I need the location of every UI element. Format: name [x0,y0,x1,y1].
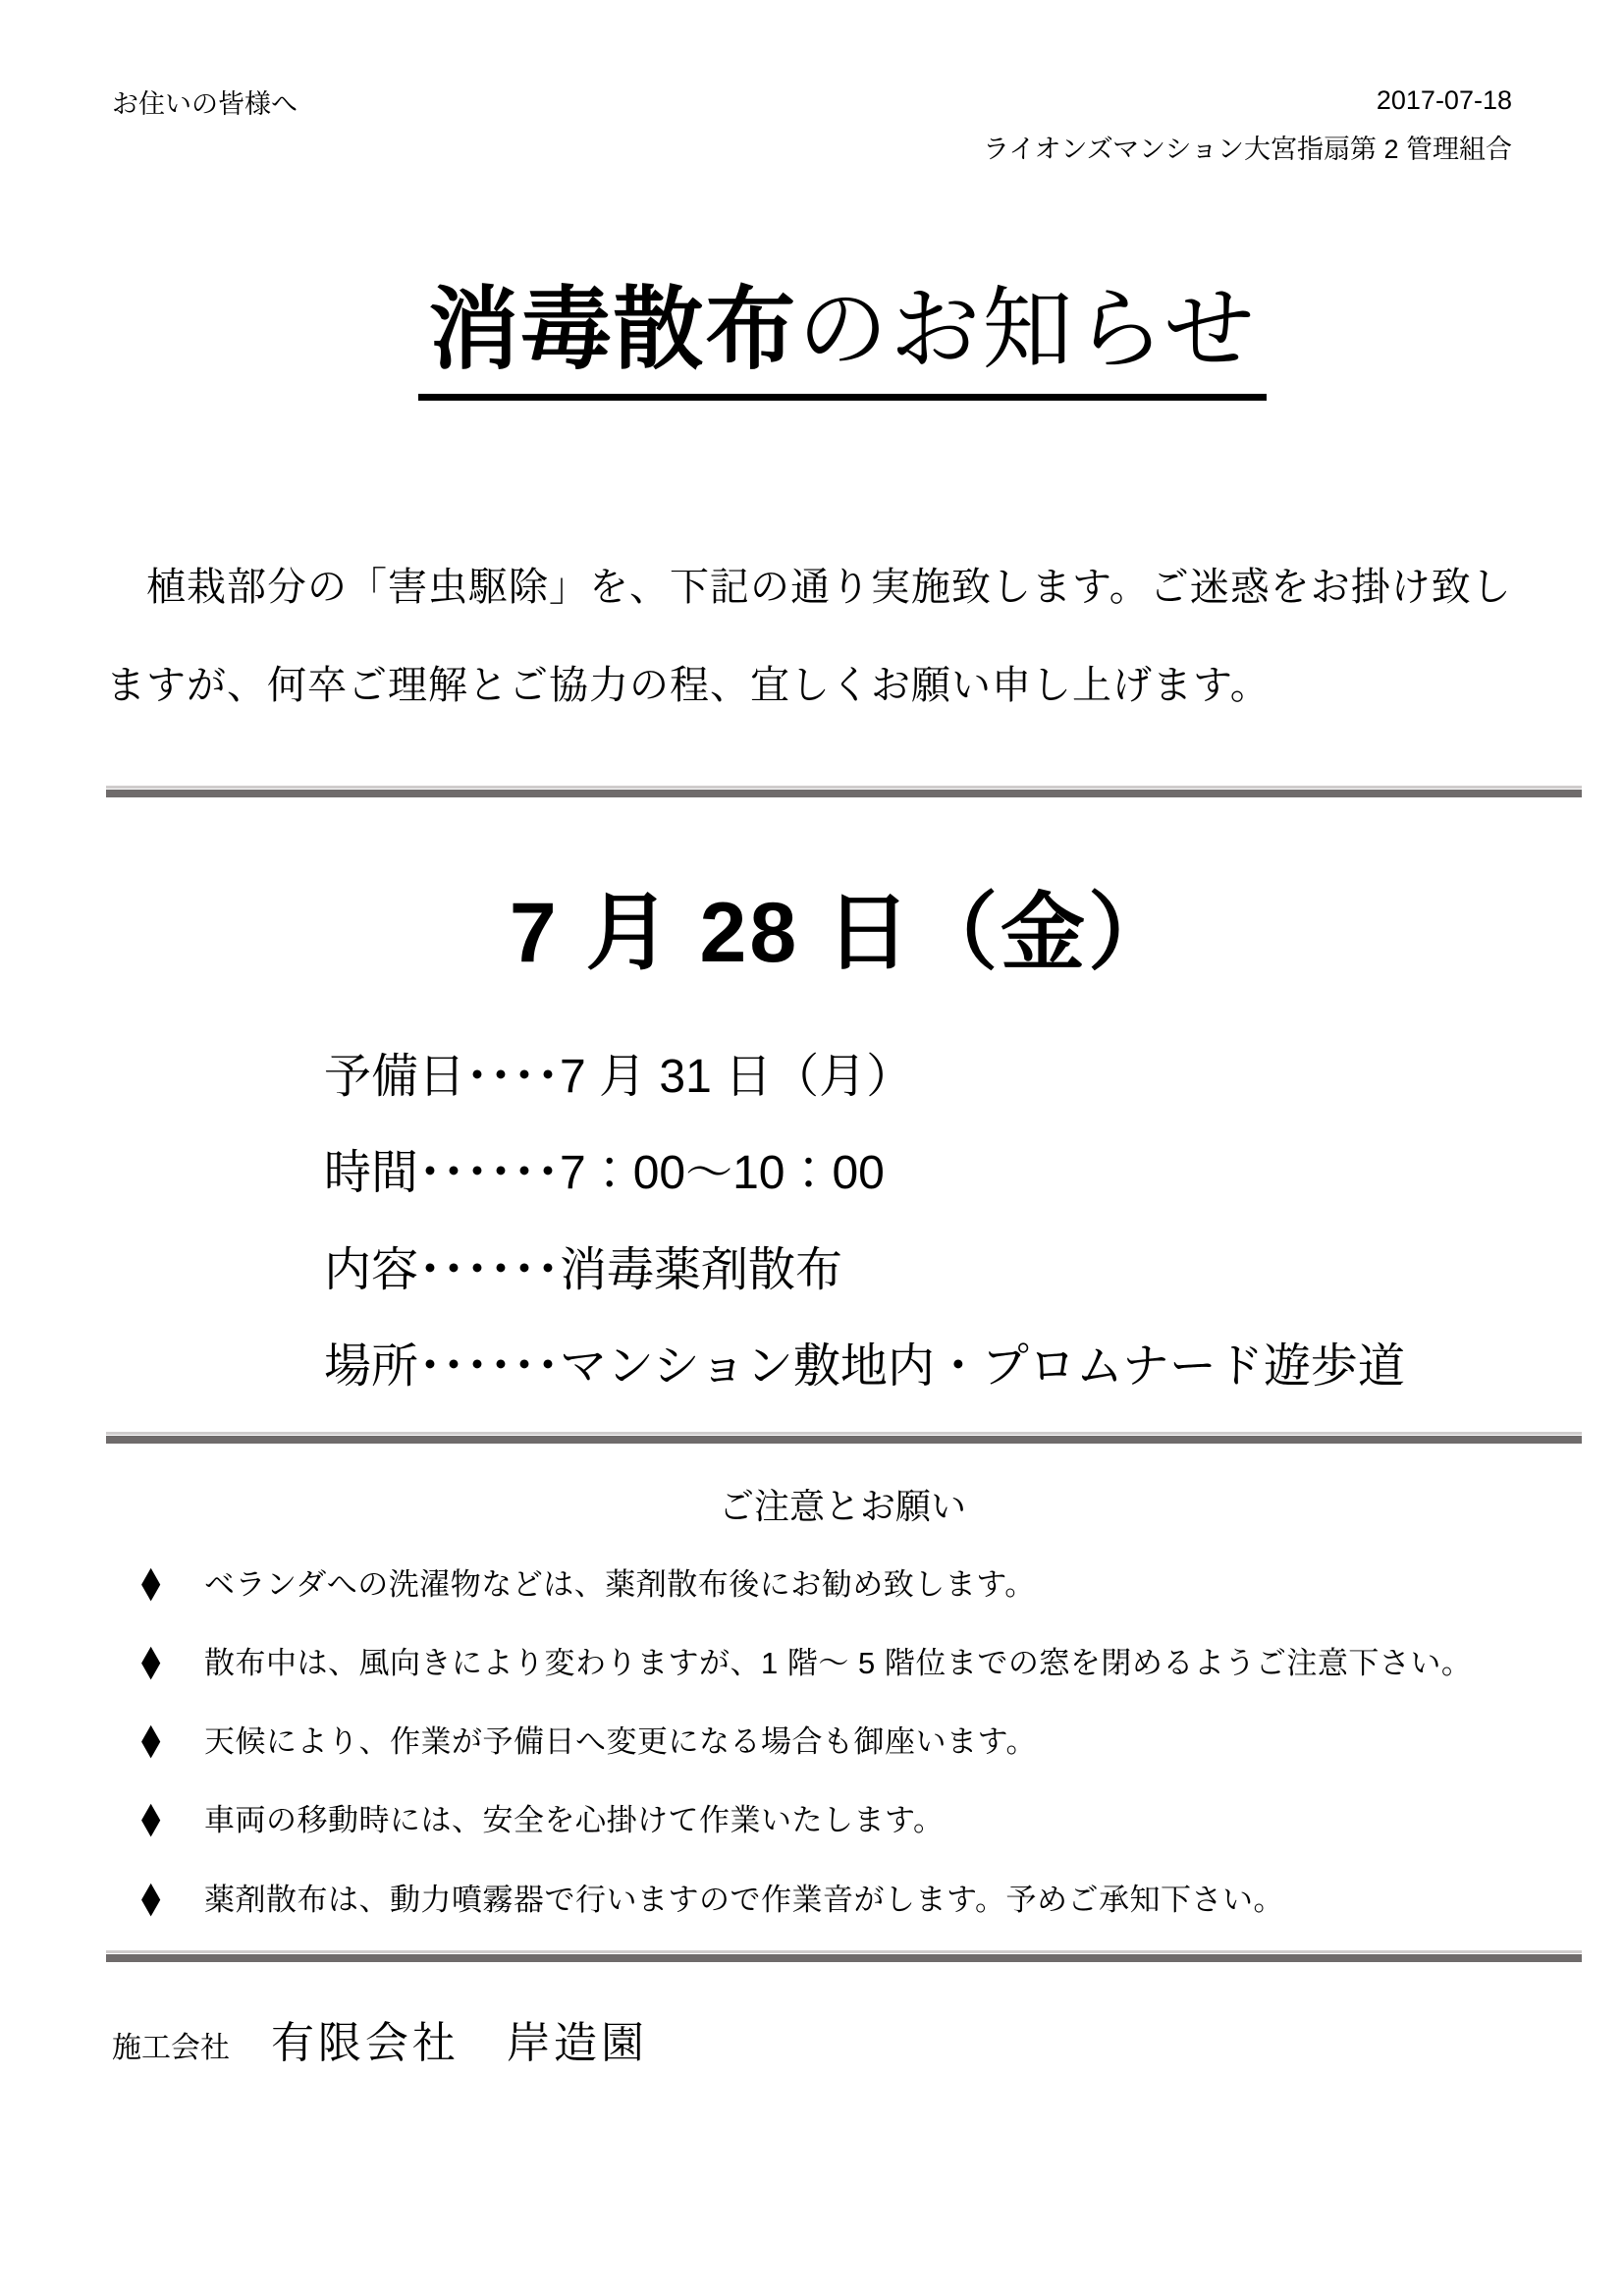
detail-row-time: 時間･･････7：00～10：00 [324,1147,885,1200]
notice-text: 車両の移動時には、安全を心掛けて作業いたします。 [204,1803,945,1838]
diamond-bullet-icon: ◆ [141,1556,161,1605]
document-footer [106,2007,1579,2070]
notice-text: ベランダへの洗濯物などは、薬剤散布後にお勧め致します。 [204,1566,1036,1602]
header-meta [983,77,1512,175]
notice-text: 薬剤散布は、動力噴霧器で行いますので作業音がします。予めご承知下さい。 [204,1882,1285,1917]
event-date-heading: 7 月 28 日（金） [509,886,1176,981]
notice-item [106,1792,1579,1845]
notice-item [106,1714,1579,1767]
contractor-company-name: 有限会社 岸造園 [271,2018,648,2067]
detail-row-reserve-date: 予備日････7 月 31 日（月） [324,1051,914,1104]
page-title-emphasis: 消毒散布 [428,279,798,380]
title-block [106,281,1579,401]
issue-date: 2017-07-18 [1376,85,1512,115]
section-divider [106,1950,1582,1962]
notice-item [106,1872,1579,1925]
diamond-bullet-icon: ◆ [141,1871,161,1920]
notice-item [106,1635,1579,1688]
diamond-bullet-icon: ◆ [141,1792,161,1841]
issuing-organization: ライオンズマンション大宮指扇第 2 管理組合 [983,134,1512,164]
intro-paragraph: 植栽部分の「害虫駆除」を、下記の通り実施致します。ご迷惑をお掛け致しますが、何卒ご理解とご協力の程、宜しくお願い申し上げます。 [106,566,1512,708]
diamond-bullet-icon: ◆ [141,1634,161,1684]
notice-text: 天候により、作業が予備日へ変更になる場合も御座います。 [204,1724,1038,1760]
section-divider [106,1432,1582,1444]
page-title [418,281,1266,401]
diamond-bullet-icon: ◆ [141,1714,161,1763]
page-title-suffix: のお知らせ [797,279,1257,380]
notice-list [106,1557,1579,1925]
contractor-label: 施工会社 [112,2031,230,2064]
notice-text: 散布中は、風向きにより変わりますが、1 階～ 5 階位までの窓を閉めるようご注意下さい。 [204,1645,1473,1680]
addressee-line: お住いの皆様へ [112,89,298,119]
document-header [106,77,1579,175]
section-divider [106,786,1582,797]
detail-row-content: 内容･･････消毒薬剤散布 [324,1243,843,1296]
schedule-details [324,1029,1579,1416]
notices-heading: ご注意とお願い [718,1485,966,1526]
notice-item [106,1557,1579,1610]
detail-row-location: 場所･･････マンション敷地内・プロムナード遊歩道 [324,1340,1405,1394]
